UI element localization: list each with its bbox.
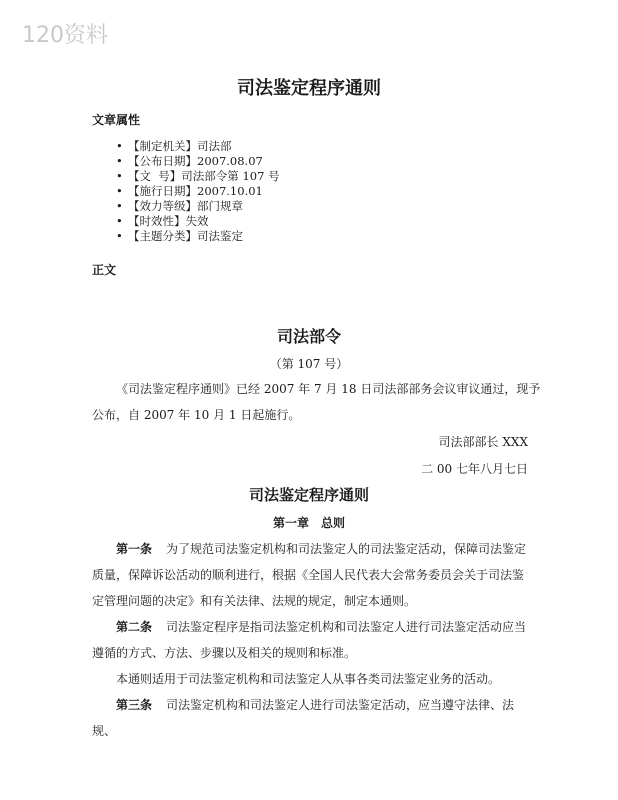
attribute-item [116,184,280,199]
attributes-list [116,139,280,244]
bullet-icon: • [116,199,123,213]
bullet-icon: • [116,184,123,198]
attribute-item [116,229,280,244]
order-number: （第 107 号） [269,357,349,371]
attribute-text: 【主题分类】司法鉴定 [128,229,243,243]
attribute-text: 【制定机关】司法部 [128,139,232,153]
bullet-icon: • [116,139,123,153]
watermark: 120资料 [22,23,108,48]
order-text-line-1: 《司法鉴定程序通则》已经 2007 年 7 月 18 日司法部部务会议审议通过，现予 [116,382,541,396]
bullet-icon: • [116,169,123,183]
attribute-text: 【时效性】失效 [128,214,209,228]
attributes-heading: 文章属性 [92,113,141,127]
attribute-text: 【施行日期】2007.10.01 [128,184,263,198]
attribute-item [116,139,280,154]
order-text-line-2: 公布，自 2007 年 10 月 1 日起施行。 [92,408,301,422]
attribute-item [116,154,280,169]
signatory: 司法部部长 XXX [438,435,528,449]
attribute-text: 【公布日期】2007.08.07 [128,154,263,168]
bullet-icon: • [116,214,123,228]
sign-date: 二 00 七年八月七日 [421,462,528,476]
bullet-icon: • [116,154,123,168]
body-heading: 正文 [92,263,117,277]
chapter-title: 第一章 总则 [272,516,345,530]
article-number: 第三条 [116,698,153,712]
article-text: 为了规范司法鉴定机构和司法鉴定人的司法鉴定活动，保障司法鉴定质量，保障诉讼活动的顺利进行，根据《全国人民代表大会常务委员会关于司法鉴定管理问题的决定》和有关法律、法规的规定，制定本通则。 [92,542,527,608]
attribute-text: 【文 号】司法部令第 107 号 [128,169,280,183]
order-title: 司法部令 [276,327,341,346]
article-2-extra: 本通则适用于司法鉴定机构和司法鉴定人从事各类司法鉴定业务的活动。 [116,672,501,686]
article-text: 司法鉴定程序是指司法鉴定机构和司法鉴定人进行司法鉴定活动应当遵循的方式、方法、步骤以及相关的规则和标准。 [92,620,527,660]
article-1 [92,536,534,614]
attribute-text: 【效力等级】部门规章 [128,199,243,213]
attribute-item [116,214,280,229]
article-2 [92,614,534,666]
attribute-item [116,169,280,184]
document-title: 司法鉴定程序通则 [237,78,381,99]
bullet-icon: • [116,229,123,243]
article-3 [92,692,534,744]
article-number: 第一条 [116,542,153,556]
article-number: 第二条 [116,620,153,634]
article-text: 司法鉴定机构和司法鉴定人进行司法鉴定活动，应当遵守法律、法规、 [92,698,515,738]
rules-title: 司法鉴定程序通则 [248,486,369,504]
attribute-item [116,199,280,214]
